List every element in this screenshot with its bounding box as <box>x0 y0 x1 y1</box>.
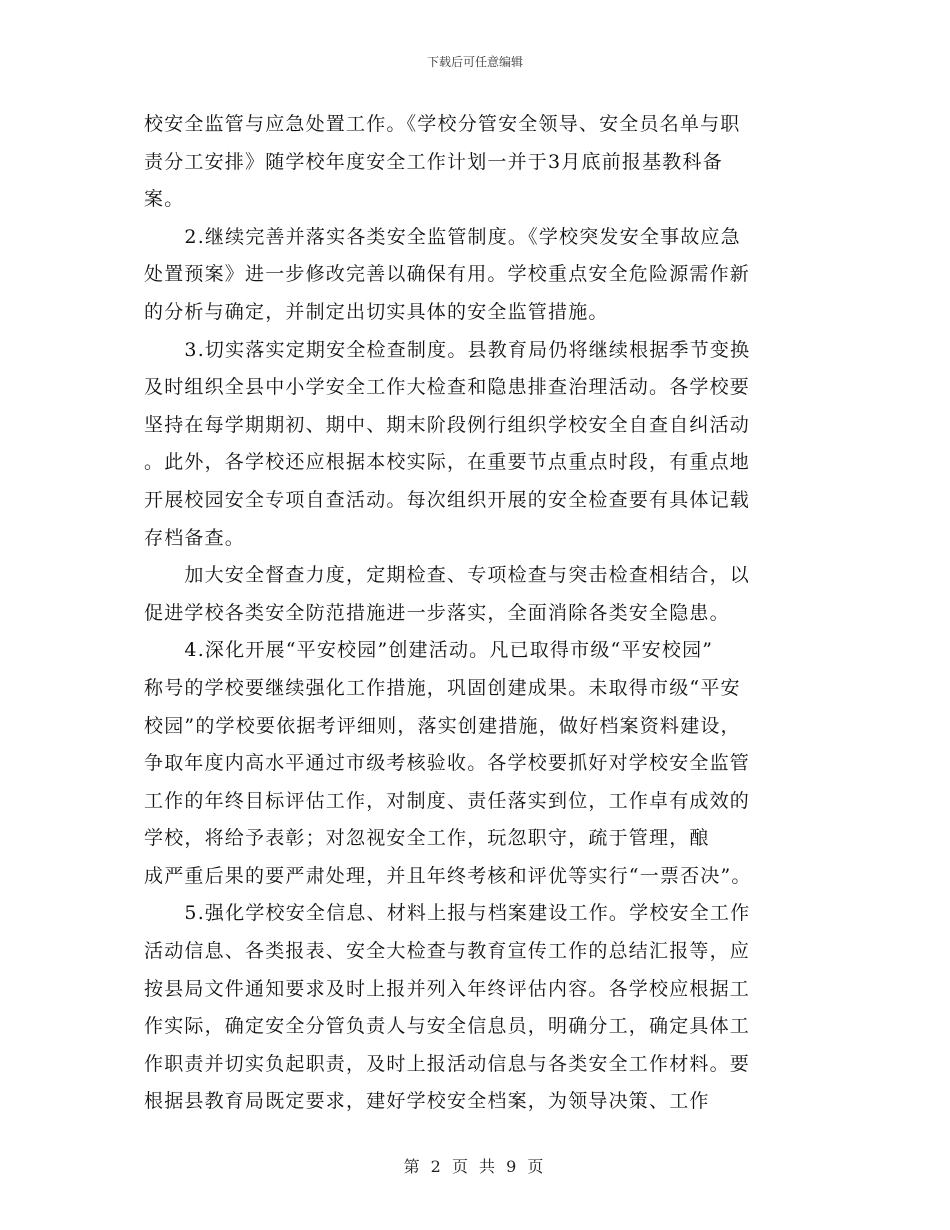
text-line: 处置预案》进一步修改完善以确保有用。学校重点安全危险源需作新 <box>144 263 751 286</box>
document-body <box>144 106 809 1121</box>
paragraph-1 <box>144 106 809 219</box>
text-line: 责分工安排》随学校年度安全工作计划一并于3月底前报基教科备 <box>144 150 723 173</box>
text-line: 工作的年终目标评估工作，对制度、责任落实到位，工作卓有成效的 <box>144 789 751 812</box>
text-line: 按县局文件通知要求及时上报并列入年终评估内容。各学校应根据工 <box>144 977 751 1000</box>
text-line: 根据县教育局既定要求，建好学校安全档案，为领导决策、工作 <box>144 1090 710 1113</box>
text-line: 5.强化学校安全信息、材料上报与档案建设工作。学校安全工作 <box>144 902 751 925</box>
text-line: 开展校园安全专项自查活动。每次组织开展的安全检查要有具体记载 <box>144 488 751 511</box>
text-line: 称号的学校要继续强化工作措施，巩固创建成果。未取得市级“平安 <box>144 676 741 699</box>
text-line: 及时组织全县中小学安全工作大检查和隐患排查治理活动。各学校要 <box>144 376 751 399</box>
paragraph-4 <box>144 557 809 632</box>
text-line: 4.深化开展“平安校园”创建活动。凡已取得市级“平安校园” <box>144 639 714 662</box>
text-line: 坚持在每学期期初、期中、期末阶段例行组织学校安全自查自纠活动 <box>144 413 751 436</box>
text-line: 作实际，确定安全分管负责人与安全信息员，明确分工，确定具体工 <box>144 1015 751 1038</box>
text-line: 争取年度内高水平通过市级考核验收。各学校要抓好对学校安全监管 <box>144 752 751 775</box>
text-line: 成严重后果的要严肃处理，并且年终考核和评优等实行“一票否决”。 <box>144 864 752 887</box>
text-line: 学校，将给予表彰；对忽视安全工作，玩忽职守，疏于管理，酿 <box>144 827 710 850</box>
text-line: 3.切实落实定期安全检查制度。县教育局仍将继续根据季节变换 <box>144 338 751 361</box>
page-number-footer: 第 2 页 共 9 页 <box>403 1157 547 1176</box>
text-line: 校安全监管与应急处置工作。《学校分管安全领导、安全员名单与职 <box>144 113 741 135</box>
page-header: 下载后可任意编辑 <box>426 55 523 69</box>
paragraph-2 <box>144 219 809 332</box>
paragraph-5 <box>144 632 809 895</box>
text-line: 活动信息、各类报表、安全大检查与教育宣传工作的总结汇报等，应 <box>144 940 751 963</box>
text-line: 存档备查。 <box>144 526 246 549</box>
text-line: 案。 <box>144 188 185 211</box>
text-line: 校园”的学校要依据考评细则，落实创建措施，做好档案资料建设， <box>144 714 741 737</box>
text-line: 。此外，各学校还应根据本校实际，在重要节点重点时段，有重点地 <box>144 451 751 474</box>
text-line: 加大安全督查力度，定期检查、专项检查与突击检查相结合，以 <box>144 564 751 587</box>
paragraph-6 <box>144 895 809 1121</box>
text-line: 促进学校各类安全防范措施进一步落实，全面消除各类安全隐患。 <box>144 601 730 624</box>
paragraph-3 <box>144 332 809 558</box>
text-line: 2.继续完善并落实各类安全监管制度。《学校突发安全事故应急 <box>144 225 741 248</box>
text-line: 作职责并切实负起职责，及时上报活动信息与各类安全工作材料。要 <box>144 1052 751 1075</box>
text-line: 的分析与确定，并制定出切实具体的安全监管措施。 <box>144 300 609 323</box>
